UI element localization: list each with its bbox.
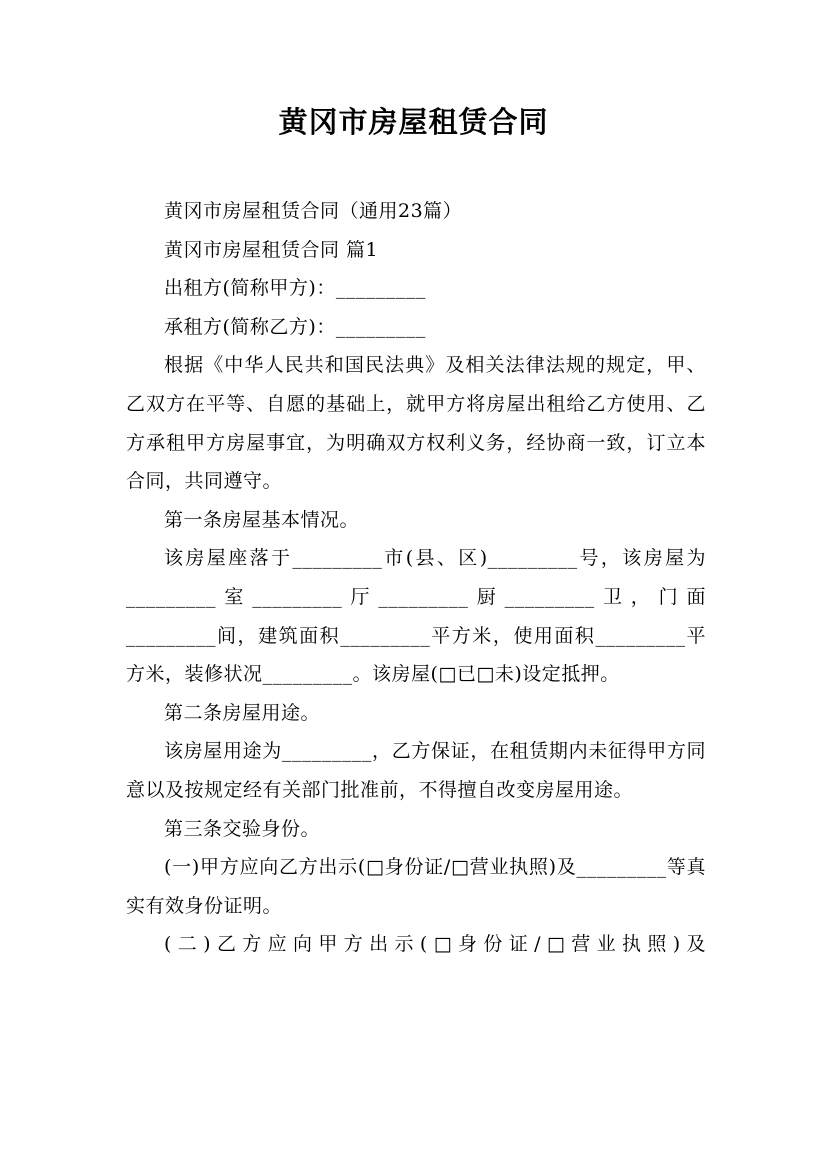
paragraph-section-heading: 黄冈市房屋租赁合同 篇1 [164, 238, 379, 261]
document-title: 黄冈市房屋租赁合同 [278, 105, 549, 139]
paragraph-article-1-body: 该房屋座落于_________市(县、区)_________号，该房屋为_________室_________厅_________厨_________卫，门面_________间，建筑面积_________平方米，使用面积_________平方米，装修状况_________。该房屋(□已□未)设定抵押。 [126, 547, 706, 686]
paragraph-article-1-heading: 第一条房屋基本情况。 [164, 508, 360, 531]
paragraph-article-3-item-2: (二)乙方应向甲方出示(□身份证/□营业执照)及 [164, 933, 706, 956]
paragraph-article-2-body: 该房屋用途为_________，乙方保证，在租赁期内未征得甲方同意以及按规定经有关部门批准前，不得擅自改变房屋用途。 [126, 740, 706, 801]
paragraph-lessee: 承租方(简称乙方)：_________ [164, 315, 426, 338]
paragraph-lessor: 出租方(简称甲方)：_________ [164, 277, 426, 300]
paragraph-preamble: 根据《中华人民共和国民法典》及相关法律法规的规定，甲、乙双方在平等、自愿的基础上，就甲方将房屋出租给乙方使用、乙方承租甲方房屋事宜，为明确双方权利义务，经协商一致，订立本合同，共同遵守。 [126, 354, 706, 493]
paragraph-article-2-heading: 第二条房屋用途。 [164, 701, 321, 724]
document-body [126, 192, 706, 964]
paragraph-article-3-heading: 第三条交验身份。 [164, 817, 321, 840]
paragraph-article-3-item-1: (一)甲方应向乙方出示(□身份证/□营业执照)及_________等真实有效身份证明。 [126, 856, 706, 917]
paragraph-subtitle: 黄冈市房屋租赁合同（通用23篇） [164, 200, 463, 222]
